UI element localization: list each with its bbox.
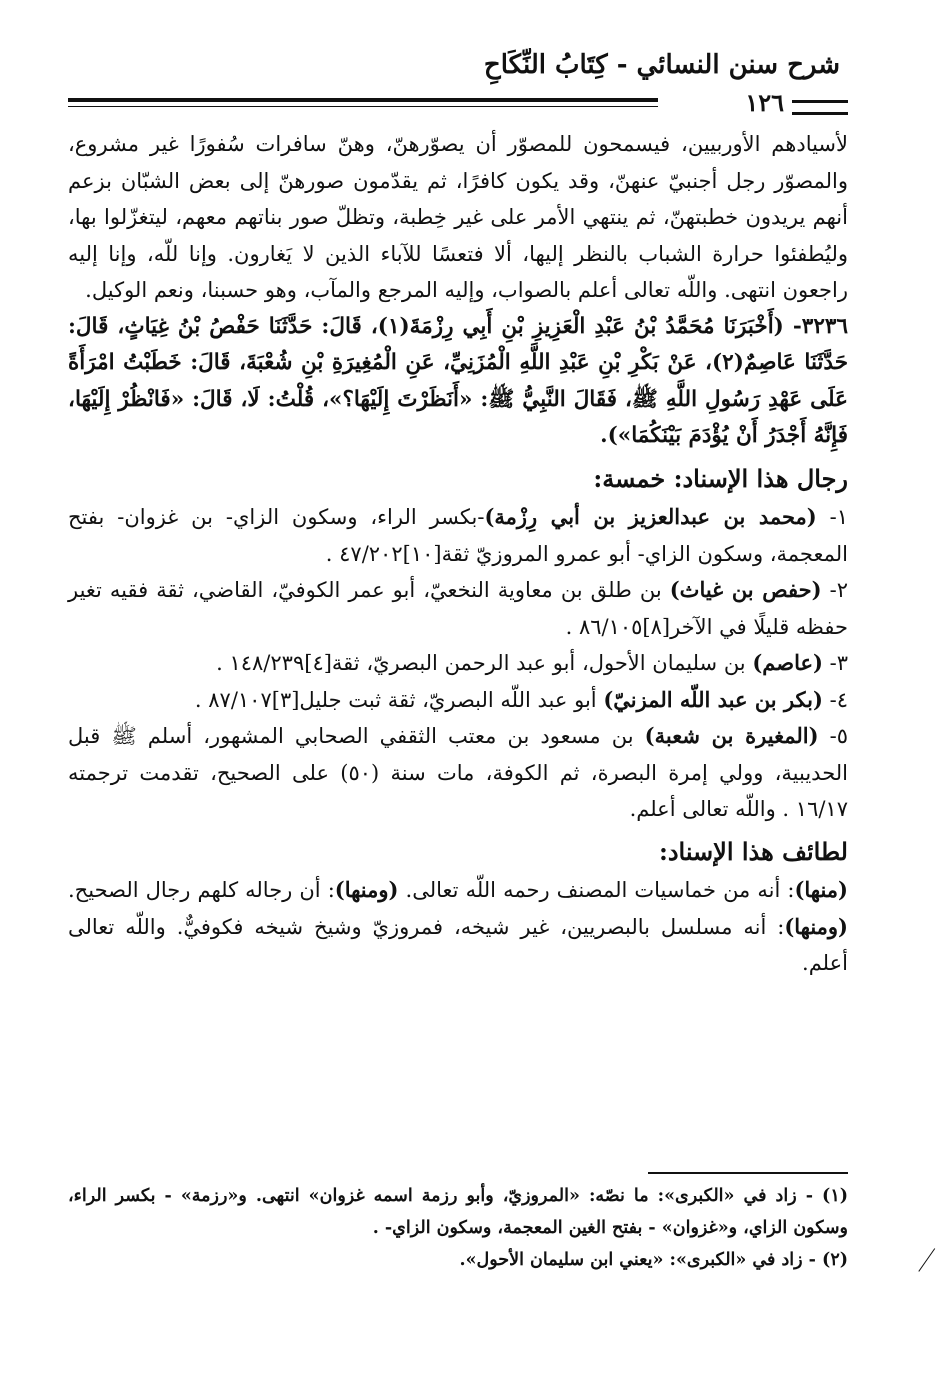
narrator-number: ٣- (822, 651, 848, 675)
narrators-heading: رجال هذا الإسناد: خمسة: (593, 463, 848, 493)
lataif-label: (ومنها) (784, 913, 848, 939)
narrator-number: ٥- (818, 724, 848, 748)
narrator-details: بن مسعود بن معتب الثقفي الصحابي المشهور، أسلم ﷺ قبل الحديبية، وولي إمرة البصرة، ثم الكوفة، مات سنة (٥٠) على الصحيح، تقدمت ترجمته ١٦/١٧ . واللّه تعالى أعلم. (68, 724, 848, 821)
running-title: شرح سنن النسائي - كِتَابُ النِّكَاحِ (483, 50, 840, 80)
narrator-item (68, 645, 848, 682)
narrator-item (68, 499, 848, 572)
narrator-details: بن سليمان الأحول، أبو عبد الرحمن البصريّ، ثقة[٤]١٤٨/٢٣٩ . (216, 651, 753, 675)
narrator-item (68, 572, 848, 645)
margin-mark (918, 1248, 944, 1280)
footnote-1: (١) - زاد في «الكبرى»: ما نصّه: «المروزيّ، وأبو رزمة اسمه غزوان» انتهى. و«رزمة» - بكسر الراء، وسكون الزاي، و«غزوان» - بفتح الغين المعجمة، وسكون الزاي- . (68, 1186, 848, 1238)
lataif-text: : أن رجاله كلهم رجال الصحيح. (68, 878, 335, 902)
narrator-item (68, 682, 848, 719)
narrator-item (68, 718, 848, 828)
lataif-heading: لطائف هذا الإسناد: (658, 836, 848, 866)
document-page (68, 40, 848, 1340)
hadith-text: ٣٢٣٦- (أَخْبَرَنَا مُحَمَّدُ بْنُ عَبْدِ الْعَزِيزِ بْنِ أَبِي رِزْمَةَ(١)، قَالَ: حَدَّثَنَا حَفْصُ بْنُ غِيَاثٍ، قَالَ: حَدَّثَنَا عَاصِمٌ(٢)، عَنْ بَكْرِ بْنِ عَبْدِ اللَّهِ الْمُزَنِيِّ، عَنِ الْمُغِيرَةِ بْنِ شُعْبَةَ، قَالَ: خَطَبْتُ امْرَأَةً عَلَى عَهْدِ رَسُولِ اللَّهِ ﷺ، فَقَالَ النَّبِيُّ ﷺ: «أَنَظَرْتَ إِلَيْهَا؟»، قُلْتُ: لَا، قَالَ: «فَانْظُرْ إِلَيْهَا، فَإِنَّهُ أَجْدَرُ أَنْ يُؤْدَمَ بَيْنَكُمَا»). (68, 313, 848, 448)
page-number: ١٢٦ (745, 88, 784, 117)
main-text (68, 126, 848, 982)
page-header (68, 50, 848, 117)
lataif-text: : أنه مسلسل بالبصريين، غير شيخه، فمروزيّ وشيخ شيخه فكوفيٌّ. واللّه تعالى أعلم. (68, 914, 848, 975)
narrator-number: ١- (816, 505, 848, 529)
intro-paragraph: لأسيادهم الأوربيين، فيسمحون للمصوّر أن يصوّرهنّ، وهنّ سافرات سُفورًا غير مشروع، والمصوّر رجل أجنبيّ عنهنّ، وقد يكون كافرًا، ثم يقدّمون صورهنّ إلى بعض الشبّان بزعم أنهم يريدون خطبتهنّ، ثم ينتهي الأمر على غير خِطبة، وتظلّ صور بناتهم معهم، ليتغزّلوا بها، وليُطفئوا حرارة الشباب بالنظر إليها، ألا فتعسًا للآباء الذين لا يَغارون. وإنا للّه، وإنا إليه راجعون انتهى. واللّه تعالى أعلم بالصواب، وإليه المرجع والمآب، وهو حسبنا، ونعم الوكيل. (68, 132, 848, 302)
narrator-name: (محمد بن عبدالعزيز بن أبي رِزْمة) (484, 504, 817, 529)
narrator-number: ٤- (822, 687, 848, 712)
footnote-separator (648, 1172, 848, 1174)
lataif-label: (منها) (794, 877, 848, 902)
narrator-name: (بكر بن عبد اللّه المزنيّ) (603, 686, 823, 712)
narrator-number: ٢- (821, 578, 848, 602)
lataif-label: (ومنها) (334, 877, 399, 902)
narrator-name: (المغيرة بن شعبة) (644, 723, 819, 748)
page-number-bars (792, 100, 848, 115)
lataif-paragraph (68, 872, 848, 982)
footnotes (68, 1180, 848, 1276)
narrator-details: بن طلق بن معاوية النخعيّ، أبو عمر الكوفيّ، القاضي، ثقة فقيه تغير حفظه قليلًا في الآخر[٨]٨٦/١٠٥ . (68, 578, 848, 639)
narrator-name: (عاصم) (752, 650, 823, 675)
narrator-details: -بكسر الراء، وسكون الزاي- بن غزوان- بفتح المعجمة، وسكون الزاي- أبو عمرو المروزيّ ثقة[١٠]٤٧/٢٠٢ . (68, 505, 848, 566)
page-number-block (658, 88, 848, 118)
narrator-details: أبو عبد اللّه البصريّ، ثقة ثبت جليل[٣]٨٧/١٠٧ . (194, 687, 604, 712)
lataif-text: : أنه من خماسيات المصنف رحمه اللّه تعالى. (398, 878, 795, 902)
footnote-2: (٢) - زاد في «الكبرى»: «يعني ابن سليمان الأحول». (459, 1250, 848, 1270)
narrator-name: (حفص بن غياث) (669, 577, 822, 602)
